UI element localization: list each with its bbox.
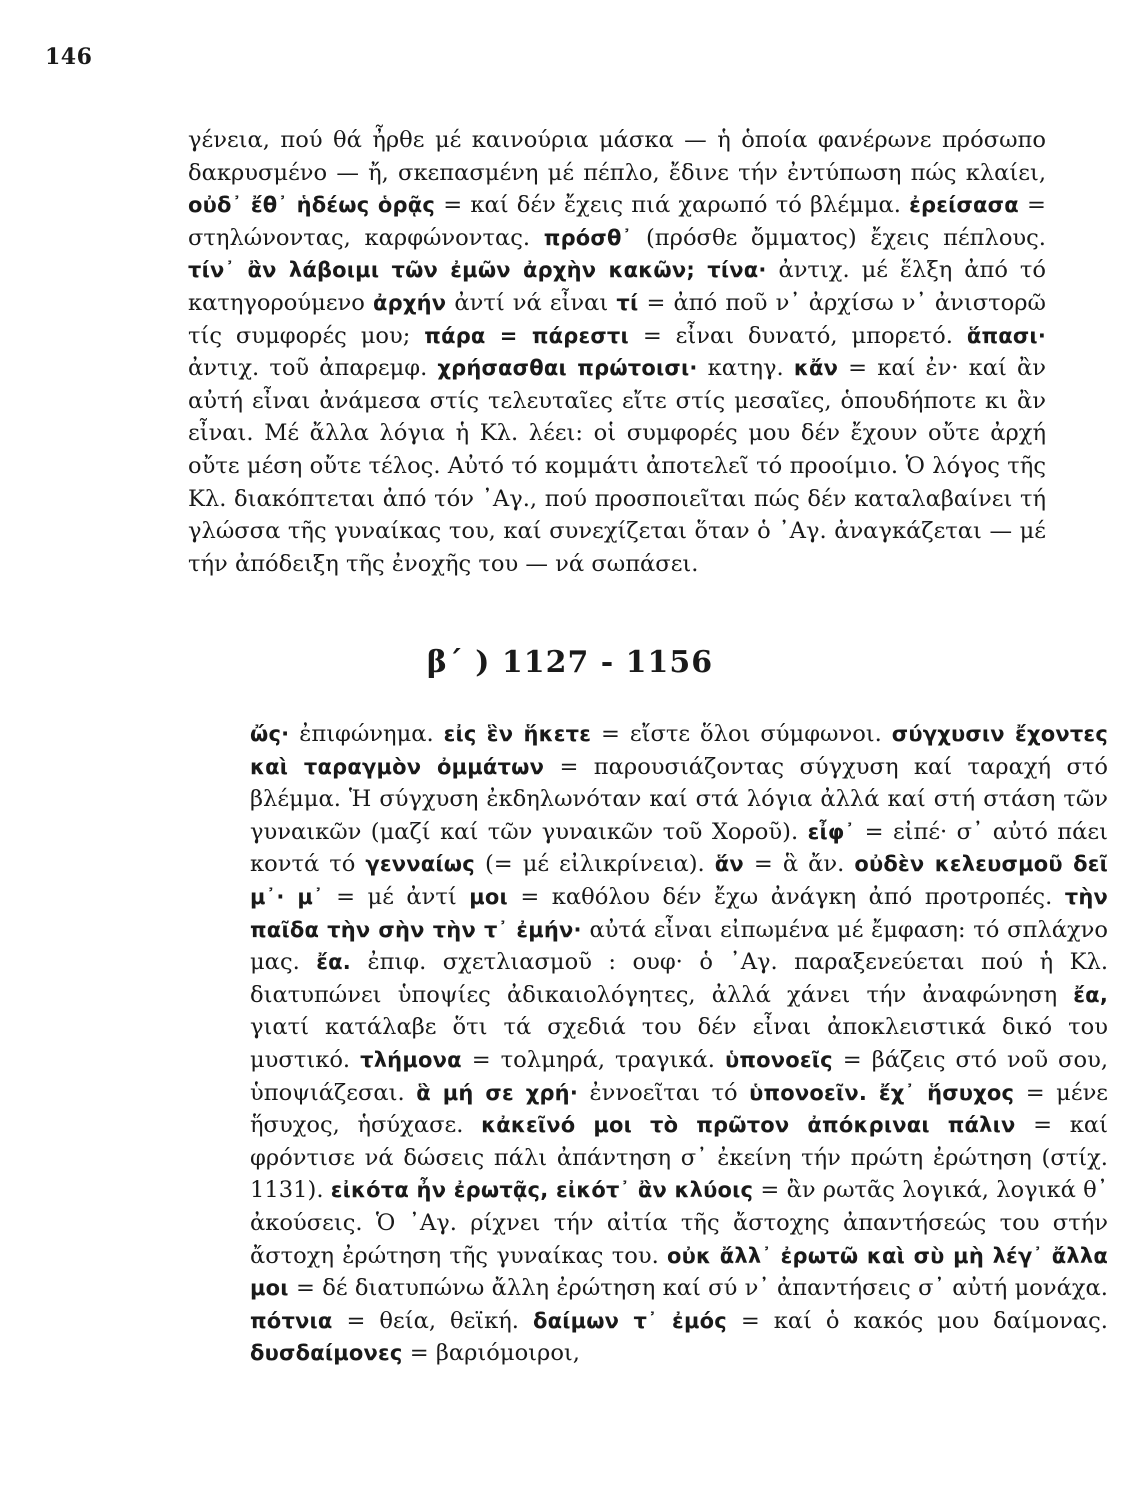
section-heading: β΄ ) 1127 - 1156 <box>426 645 714 680</box>
lemma-term: ὑπονοεῖν. ἔχ᾿ ἥσυχος <box>749 1080 1015 1105</box>
gloss-text: = καί φρόντισε νά δώσεις πάλι ἀπάντηση σ᾿ ἐκείνη τήν πρώτη ἐρώτηση (στίχ. 1131). <box>250 1112 1109 1204</box>
commentary-paragraph-1 <box>188 124 1046 580</box>
gloss-text: = θεία, θεϊκή. <box>332 1307 533 1334</box>
lemma-term: εἰκότα ἦν ἐρωτᾷς, εἰκότ᾿ ἂν κλύοις <box>330 1178 754 1203</box>
gloss-text: = βάζεις στό νοῦ σου, ὑποψιάζεσαι. <box>250 1046 1108 1106</box>
lemma-term: κἀκεῖνό μοι τὸ πρῶτον ἀπόκριναι πάλιν <box>481 1113 1016 1138</box>
gloss-text: = δέ διατυπώνω ἄλλη ἐρώτηση καί σύ ν᾿ ἀπαντήσεις σ᾿ αὐτή μονάχα. <box>288 1275 1108 1302</box>
lemma-term: τλήμονα <box>360 1047 462 1072</box>
lemma-term: οὐκ ἄλλ᾿ ἐρωτῶ καὶ σὺ μὴ λέγ᾿ ἄλλα μοι <box>250 1243 1108 1301</box>
gloss-text: γένεια, πού θά ἦρθε μέ καινούρια μάσκα — ἡ ὁποία φανέρωνε πρόσωπο δακρυσμένο — ἤ, σκεπασμένη μέ πέπλο, ἔδινε τήν ἐντύπωση πώς κλαίει, <box>188 127 1046 186</box>
gloss-text: = καί δέν ἔχεις πιά χαρωπό τό βλέμμα. <box>435 192 910 219</box>
lemma-term: ὑπονοεῖς <box>724 1047 833 1072</box>
lemma-term: δυσδαίμονες <box>250 1341 403 1366</box>
page-number: 146 <box>45 44 93 70</box>
gloss-text: = καθόλου δέν ἔχω ἀνάγκη ἀπό προτροπές. <box>507 883 1065 910</box>
gloss-text: (πρόσθε ὄμματος) ἔχεις πέπλους. <box>632 224 1046 251</box>
lemma-term: πρόσθ᾿ <box>543 225 633 250</box>
gloss-text: (= μέ εἰλικρίνεια). <box>474 851 715 878</box>
gloss-text: = ἂν ρωτᾶς λογικά, λογικά θ᾿ ἀκούσεις. Ὁ ᾿Αγ. ρίχνει τήν αἰτία τῆς ἄστοχης ἀπαντήσεώς του στήν ἄστοχη ἐρώτηση τῆς γυναίκας του. <box>250 1177 1108 1269</box>
lemma-term: οὐδ᾿ ἔθ᾿ ἡδέως ὁρᾷς <box>188 193 436 218</box>
lemma-term: ἔα, <box>1073 982 1108 1007</box>
lemma-term: κἄν <box>793 356 839 381</box>
gloss-text: = μένε ἥσυχος, ἡσύχασε. <box>250 1079 1109 1139</box>
gloss-text: = ἀπό ποῦ ν᾿ ἀρχίσω ν᾿ ἀνιστορῶ τίς συμφορές μου; <box>188 289 1046 349</box>
lemma-term: εἶφ᾿ <box>807 819 856 844</box>
lemma-term: ἔα. <box>316 950 351 975</box>
gloss-text: ἀντιχ. μέ ἕλξη ἀπό τό κατηγορούμενο <box>188 257 1046 316</box>
lemma-term: τίν᾿ ἂν λάβοιμι τῶν ἐμῶν ἀρχὴν κακῶν; τίνα· <box>188 258 767 283</box>
gloss-text: = μέ ἀντί <box>323 883 470 910</box>
gloss-text: = εἰπέ· σ᾿ αὐτό πάει κοντά τό <box>250 818 1108 878</box>
lemma-term: ἅν <box>714 852 744 877</box>
lemma-term: εἰς ἓν ἥκετε <box>443 722 592 746</box>
gloss-text: = στηλώνοντας, καρφώνοντας. <box>188 192 1046 251</box>
gloss-text: = βαριόμοιροι, <box>402 1340 580 1367</box>
lemma-term: μοι <box>469 884 508 909</box>
lemma-term: ἐρείσασα <box>909 193 1019 218</box>
gloss-text: ἀντί νά εἶναι <box>446 289 617 316</box>
gloss-text: = καί ἐν· καί ἂν αὐτή εἶναι ἀνάμεσα στίς τελευταῖες εἴτε στίς μεσαῖες, ὁπουδήποτε κι ἂν εἶναι. Μέ ἄλλα λόγια ἡ Κλ. λέει: οἱ συμφορές μου δέν ἔχουν οὔτε ἀρχή οὔτε μέση οὔτε τέλος. Αὐτό τό κομμάτι ἀποτελεῖ τό προοίμιο. Ὁ λόγος τῆς Κλ. διακόπτεται ἀπό τόν ᾿Αγ., πού προσποιεῖται πώς δέν καταλαβαίνει τή γλώσσα τῆς γυναίκας του, καί συνεχίζεται ὅταν ὁ ᾿Αγ. ἀναγκάζεται — μέ τήν ἀπόδειξη τῆς ἐνοχῆς του — νά σωπάσει. <box>188 355 1046 577</box>
gloss-text: ἀντιχ. τοῦ ἀπαρεμφ. <box>188 355 438 382</box>
gloss-text: κατηγ. <box>697 355 794 382</box>
lemma-term: σύγχυσιν ἔχοντες καὶ ταραγμὸν ὀμμάτων <box>250 722 1108 779</box>
gloss-text: = καί ὁ κακός μου δαίμονας. <box>726 1307 1108 1334</box>
lemma-term: ἀρχήν <box>372 290 447 315</box>
gloss-text: ἐπιφώνημα. <box>289 721 444 747</box>
gloss-text: = εἴστε ὅλοι σύμφωνοι. <box>591 721 892 747</box>
lemma-term: δαίμων τ᾿ ἐμός <box>532 1308 727 1333</box>
gloss-text: = ἃ ἄν. <box>743 851 855 878</box>
gloss-text: αὐτά εἶναι εἰπωμένα μέ ἔμφαση: τό σπλάχνο μας. <box>250 916 1108 976</box>
gloss-text: = εἶναι δυνατό, μπορετό. <box>628 322 967 349</box>
lemma-term: χρήσασθαι πρώτοισι· <box>437 356 698 381</box>
lemma-term: τί <box>616 290 639 315</box>
commentary-paragraph-2 <box>188 718 1108 1370</box>
lemma-term: τὴν παῖδα τὴν σὴν τὴν τ᾿ ἐμήν· <box>250 884 1108 942</box>
gloss-text: = τολμηρά, τραγικά. <box>461 1046 725 1073</box>
gloss-text: ἐννοεῖται τό <box>578 1079 750 1106</box>
lemma-term: οὐδὲν κελευσμοῦ δεῖ μ᾿· μ᾿ <box>250 852 1109 909</box>
gloss-text: ἐπιφ. σχετλιασμοῦ : ουφ· ὁ ᾿Αγ. παραξενεύεται πού ἡ Κλ. διατυπώνει ὑποψίες ἀδικαιολόγητες, ἀλλά χάνει τήν ἀναφώνηση <box>250 949 1108 1008</box>
lemma-term: πάρα = πάρεστι <box>424 323 629 348</box>
lemma-term: γενναίως <box>365 852 475 877</box>
lemma-term: ἅπασι· <box>966 323 1046 348</box>
gloss-text: = παρουσιάζοντας σύγχυση καί ταραχή στό βλέμμα. Ἡ σύγχυση ἐκδηλωνόταν καί στά λόγια ἀλλά καί στή στάση τῶν γυναικῶν (μαζί καί τῶν γυναικῶν τοῦ Χοροῦ). <box>250 753 1108 845</box>
lemma-term: ὤς· <box>250 722 290 746</box>
lemma-term: ἃ μή σε χρή· <box>416 1080 579 1105</box>
lemma-term: πότνια <box>250 1308 333 1333</box>
gloss-text: γιατί κατάλαβε ὅτι τά σχεδιά του δέν εἶναι ἀποκλειστικά δικό του μυστικό. <box>250 1014 1108 1073</box>
